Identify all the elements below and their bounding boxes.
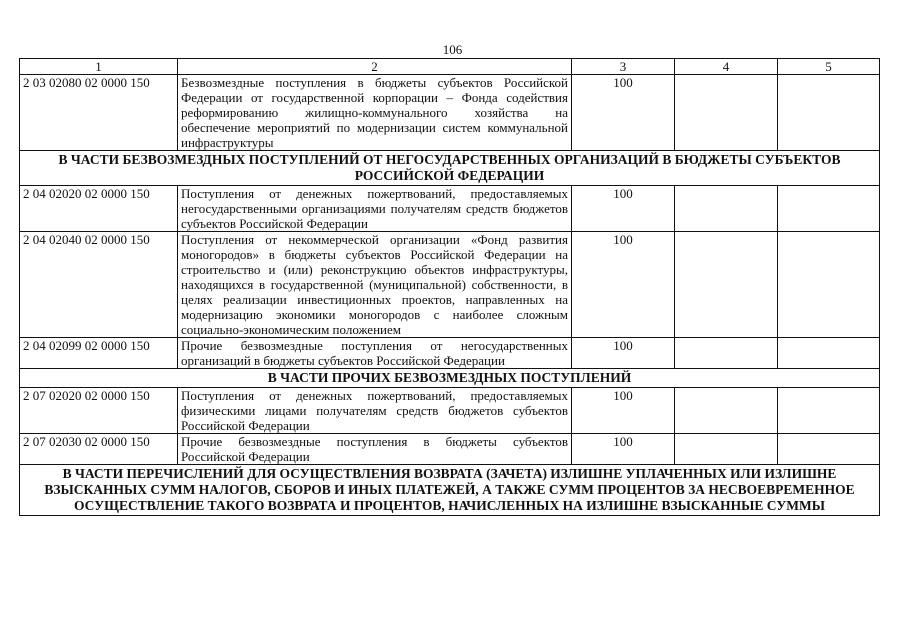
column-3-value: 100 [572,232,675,338]
table-row [20,75,880,151]
column-4-value [675,338,778,369]
column-number-5: 5 [778,59,880,75]
column-5-value [778,338,880,369]
revenue-code-cell: 2 04 02040 02 0000 150 [20,232,178,338]
column-3-value: 100 [572,338,675,369]
column-3-value: 100 [572,434,675,465]
column-5-value [778,186,880,232]
section-header-row [20,151,880,186]
revenue-code-cell: 2 07 02020 02 0000 150 [20,388,178,434]
section-header-row [20,369,880,388]
table-body [20,59,880,516]
column-3-value: 100 [572,75,675,151]
description-cell: Прочие безвозмездные поступления от негосударственных организаций в бюджеты субъектов Российской Федерации [178,338,572,369]
description-cell: Поступления от денежных пожертвований, предоставляемых негосударственными организациями получателям средств бюджетов субъектов Российской Федерации [178,186,572,232]
description-cell: Поступления от некоммерческой организации «Фонд развития моногородов» в бюджеты субъектов Российской Федерации на строительство и (или) реконструкцию объектов инфраструктуры, находящихся в государственной (муниципальной) собственности, в целях реализации инвестиционных проектов, направленных на модернизацию экономики моногородов с наиболее сложным социально-экономическим положением [178,232,572,338]
column-number-row [20,59,880,75]
description-cell: Поступления от денежных пожертвований, предоставляемых физическими лицами получателям средств бюджетов субъектов Российской Федерации [178,388,572,434]
table-row [20,232,880,338]
revenue-code-cell: 2 03 02080 02 0000 150 [20,75,178,151]
page-number: 106 [442,42,463,57]
column-number-3: 3 [572,59,675,75]
column-3-value: 100 [572,186,675,232]
description-cell: Безвозмездные поступления в бюджеты субъектов Российской Федерации от государственной корпорации – Фонда содействия реформированию жилищно-коммунального хозяйства на обеспечение мероприятий по модернизации систем коммунальной инфраструктуры [178,75,572,151]
table-row [20,388,880,434]
column-5-value [778,75,880,151]
column-4-value [675,75,778,151]
table-row [20,338,880,369]
column-number-4: 4 [675,59,778,75]
column-3-value: 100 [572,388,675,434]
budget-classification-table [19,58,880,516]
column-4-value [675,434,778,465]
revenue-code-cell: 2 07 02030 02 0000 150 [20,434,178,465]
table-row [20,186,880,232]
column-4-value [675,232,778,338]
column-number-1: 1 [20,59,178,75]
table-row [20,434,880,465]
column-5-value [778,388,880,434]
column-4-value [675,186,778,232]
column-4-value [675,388,778,434]
section-title: В ЧАСТИ БЕЗВОЗМЕЗДНЫХ ПОСТУПЛЕНИЙ ОТ НЕГОСУДАРСТВЕННЫХ ОРГАНИЗАЦИЙ В БЮДЖЕТЫ СУБЪЕКТОВ РОССИЙСКОЙ ФЕДЕРАЦИИ [20,151,880,186]
section-title: В ЧАСТИ ПЕРЕЧИСЛЕНИЙ ДЛЯ ОСУЩЕСТВЛЕНИЯ ВОЗВРАТА (ЗАЧЕТА) ИЗЛИШНЕ УПЛАЧЕННЫХ ИЛИ ИЗЛИШНЕ ВЗЫСКАННЫХ СУММ НАЛОГОВ, СБОРОВ И ИНЫХ ПЛАТЕЖЕЙ, А ТАКЖЕ СУММ ПРОЦЕНТОВ ЗА НЕСВОЕВРЕМЕННОЕ ОСУЩЕСТВЛЕНИЕ ТАКОГО ВОЗВРАТА И ПРОЦЕНТОВ, НАЧИСЛЕННЫХ НА ИЗЛИШНЕ ВЗЫСКАННЫЕ СУММЫ [20,465,880,516]
column-number-2: 2 [178,59,572,75]
revenue-code-cell: 2 04 02020 02 0000 150 [20,186,178,232]
section-title: В ЧАСТИ ПРОЧИХ БЕЗВОЗМЕЗДНЫХ ПОСТУПЛЕНИЙ [20,369,880,388]
section-header-row [20,465,880,516]
description-cell: Прочие безвозмездные поступления в бюджеты субъектов Российской Федерации [178,434,572,465]
column-5-value [778,232,880,338]
column-5-value [778,434,880,465]
revenue-code-cell: 2 04 02099 02 0000 150 [20,338,178,369]
